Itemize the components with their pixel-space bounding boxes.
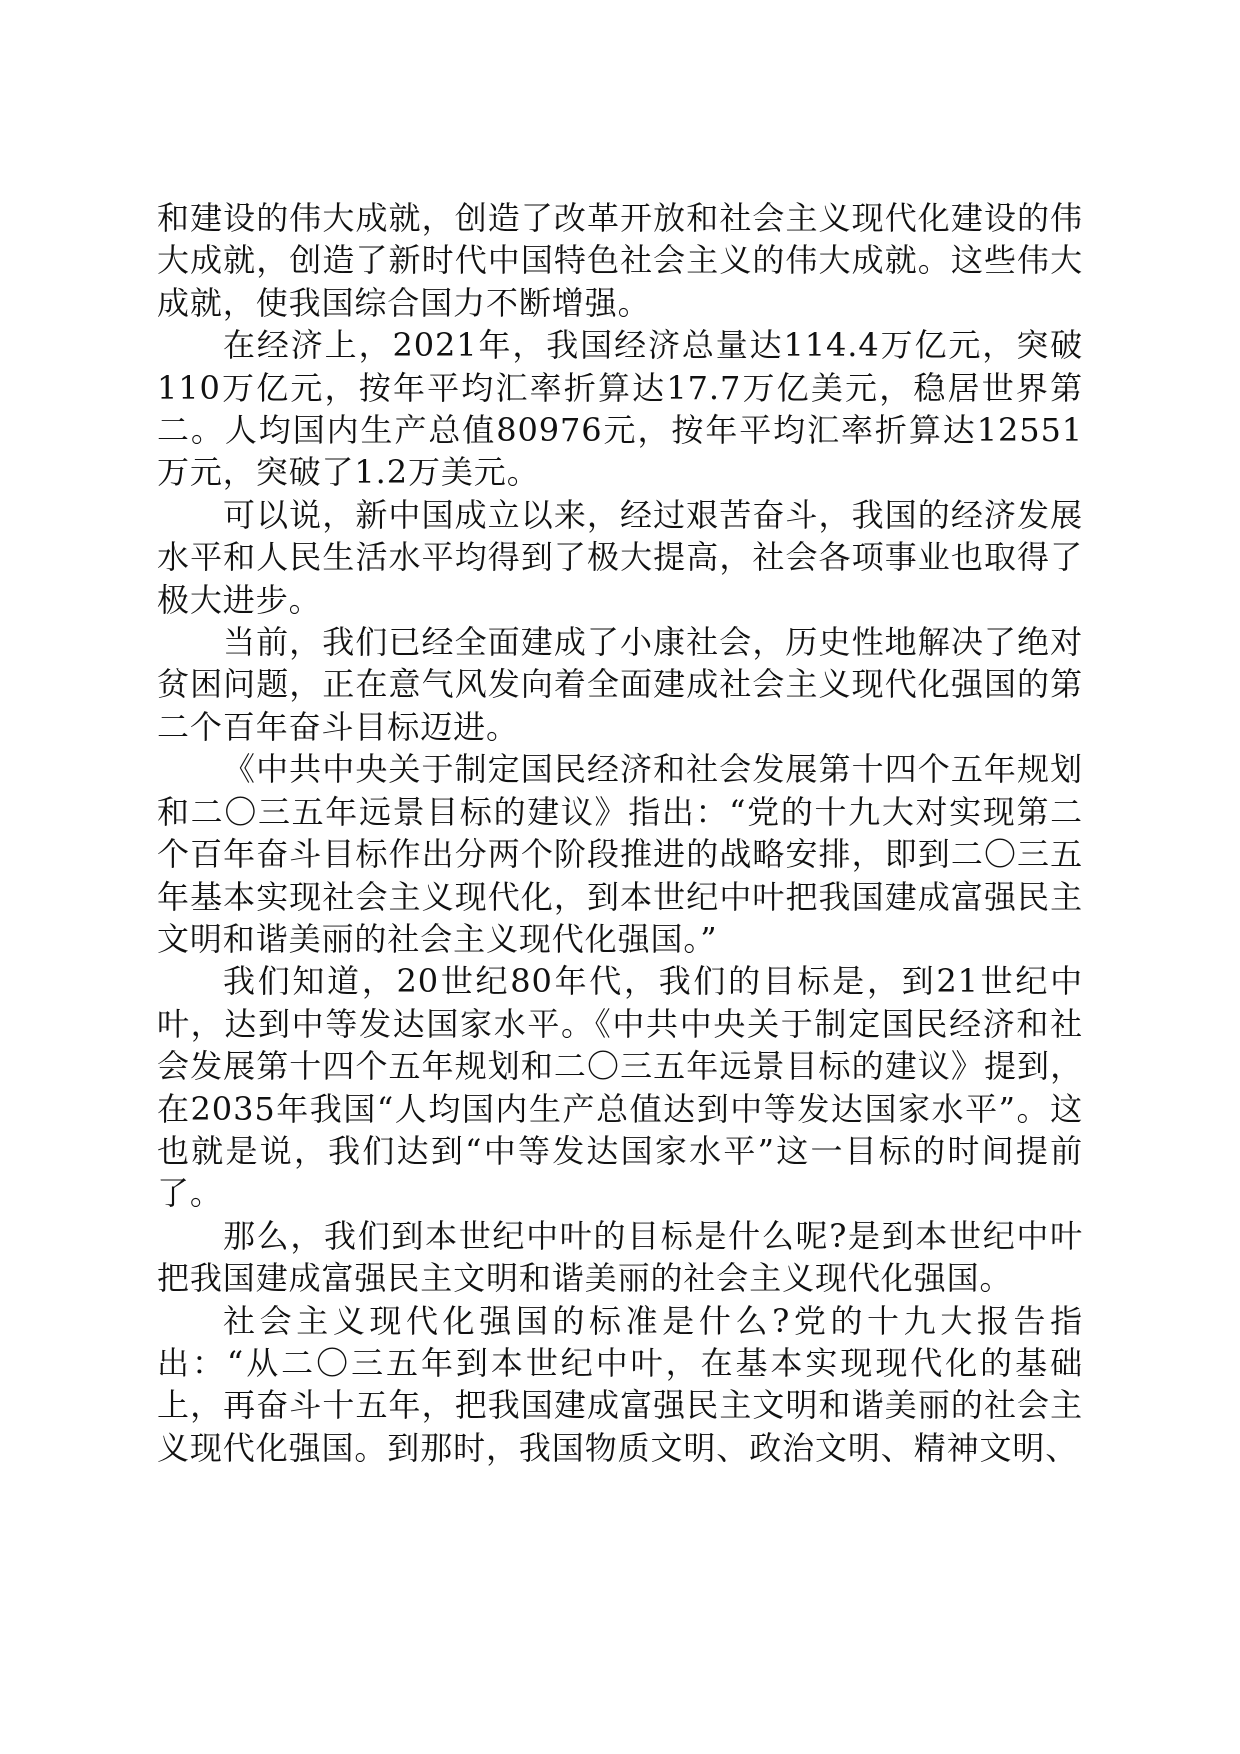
- paragraph-development: 可以说，新中国成立以来，经过艰苦奋斗，我国的经济发展水平和人民生活水平均得到了极大提高，社会各项事业也取得了极大进步。: [157, 495, 1083, 619]
- document-body: [157, 197, 1083, 1469]
- paragraph-target-history: 我们知道，20世纪80年代，我们的目标是，到21世纪中叶，达到中等发达国家水平。《中共中央关于制定国民经济和社会发展第十四个五年规划和二〇三五年远景目标的建议》提到，在2035年我国“人均国内生产总值达到中等发达国家水平”。这也就是说，我们达到“中等发达国家水平”这一目标的时间提前了。: [157, 962, 1083, 1213]
- paragraph-current-goal: 当前，我们已经全面建成了小康社会，历史性地解决了绝对贫困问题，正在意气风发向着全面建成社会主义现代化强国的第二个百年奋斗目标迈进。: [157, 623, 1083, 746]
- paragraph-strong-country-standard: 社会主义现代化强国的标准是什么?党的十九大报告指出：“从二〇三五年到本世纪中叶，在基本实现现代化的基础上，再奋斗十五年，把我国建成富强民主文明和谐美丽的社会主义现代化强国。到那时，我国物质文明、政治文明、精神文明、: [157, 1301, 1083, 1467]
- paragraph-continuation: 和建设的伟大成就，创造了改革开放和社会主义现代化建设的伟大成就，创造了新时代中国特色社会主义的伟大成就。这些伟大成就，使我国综合国力不断增强。: [157, 199, 1083, 322]
- paragraph-economy: 在经济上，2021年，我国经济总量达114.4万亿元，突破110万亿元，按年平均汇率折算达17.7万亿美元，稳居世界第二。人均国内生产总值80976元，按年平均汇率折算达12551万元，突破了1.2万美元。: [157, 326, 1083, 492]
- paragraph-mid-century-goal: 那么，我们到本世纪中叶的目标是什么呢?是到本世纪中叶把我国建成富强民主文明和谐美丽的社会主义现代化强国。: [157, 1216, 1083, 1298]
- paragraph-proposal-quote: 《中共中央关于制定国民经济和社会发展第十四个五年规划和二〇三五年远景目标的建议》指出：“党的十九大对实现第二个百年奋斗目标作出分两个阶段推进的战略安排，即到二〇三五年基本实现社会主义现代化，到本世纪中叶把我国建成富强民主文明和谐美丽的社会主义现代化强国。”: [157, 750, 1083, 958]
